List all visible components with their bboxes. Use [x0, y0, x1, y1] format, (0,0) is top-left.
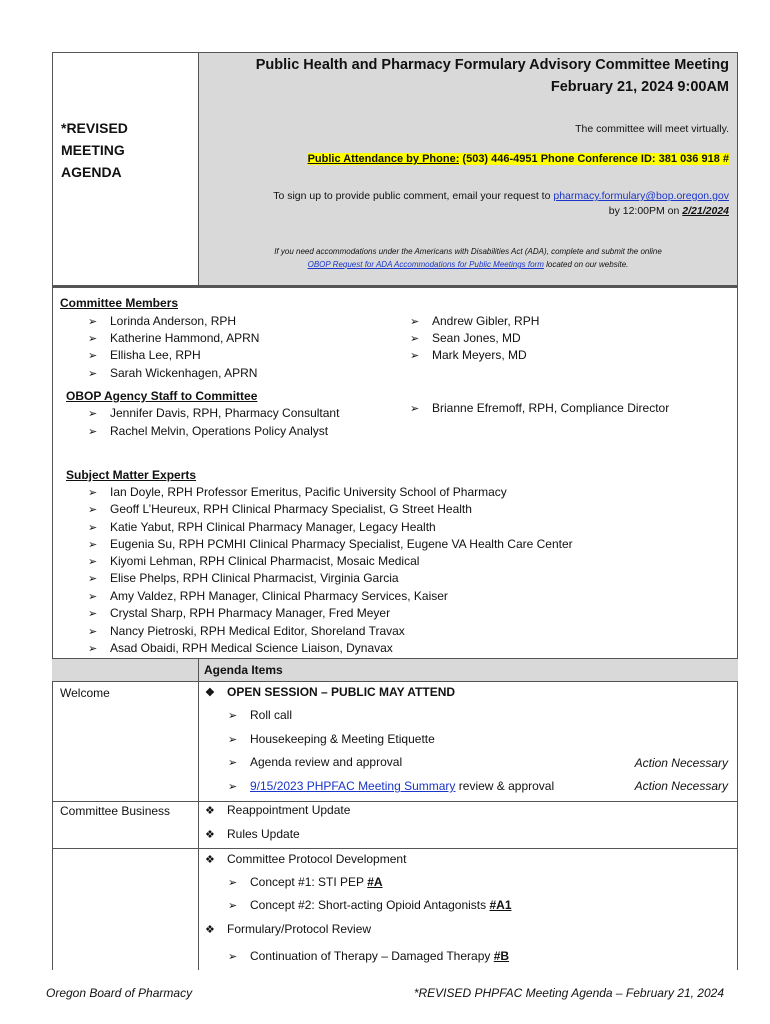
diamond-bullet-icon: ❖	[205, 687, 215, 699]
meeting-title: Public Health and Pharmacy Formulary Advisory Committee Meeting	[255, 57, 729, 73]
staff-heading: OBOP Agency Staff to Committee	[66, 389, 258, 403]
signup-by: by 12:00PM on	[608, 205, 683, 217]
experts-heading: Subject Matter Experts	[66, 468, 197, 482]
phone-label: Public Attendance by Phone:	[307, 153, 460, 165]
arrow-icon: ➢	[88, 643, 98, 655]
list-item: ➢ Kiyomi Lehman, RPH Clinical Pharmacist, Mosaic Medical	[88, 554, 420, 568]
committee-heading: Committee Members	[60, 296, 179, 310]
list-item: ➢ Jennifer Davis, RPH, Pharmacy Consultant	[88, 406, 340, 420]
footer-left: Oregon Board of Pharmacy	[46, 986, 193, 1000]
virtual-note: The committee will meet virtually.	[575, 123, 729, 135]
list-item: ➢ Geoff L’Heureux, RPH Clinical Pharmacy Specialist, G Street Health	[88, 502, 472, 516]
arrow-icon: ➢	[88, 426, 98, 438]
diamond-bullet-icon: ❖	[205, 829, 215, 841]
list-item: ➢ Ellisha Lee, RPH	[88, 348, 201, 362]
header-left-cell	[53, 53, 199, 285]
meeting-summary-link[interactable]: 9/15/2023 PHPFAC Meeting Summary	[250, 779, 456, 793]
list-item: ➢ Nancy Pietroski, RPH Medical Editor, Shoreland Travax	[88, 624, 405, 638]
concept-1-item: ➢ Concept #1: STI PEP #A	[228, 875, 383, 889]
list-item: ➢ Ian Doyle, RPH Professor Emeritus, Pacific University School of Pharmacy	[88, 485, 507, 499]
arrow-icon: ➢	[410, 403, 420, 415]
signup-text: To sign up to provide public comment, email your request to	[273, 190, 554, 202]
arrow-icon: ➢	[88, 316, 98, 328]
summary-review-item: ➢ 9/15/2023 PHPFAC Meeting Summary review & approval	[228, 779, 555, 793]
agenda-row-divider	[52, 848, 738, 849]
arrow-icon: ➢	[88, 487, 98, 499]
list-item: ➢ Crystal Sharp, RPH Pharmacy Manager, Fred Meyer	[88, 606, 391, 620]
arrow-icon: ➢	[228, 710, 238, 722]
arrow-icon: ➢	[88, 408, 98, 420]
header-divider	[52, 286, 738, 288]
agenda-header	[52, 52, 738, 286]
header-right-cell	[199, 53, 737, 285]
footer-right: *REVISED PHPFAC Meeting Agenda – February 21, 2024	[413, 986, 724, 1000]
welcome-label: Welcome	[60, 686, 110, 700]
list-item: ➢ Asad Obaidi, RPH Medical Science Liaison, Dynavax	[88, 641, 393, 655]
attachment-ref: #A1	[489, 898, 512, 912]
meeting-date: February 21, 2024 9:00AM	[550, 79, 729, 95]
list-item: ➢ Sean Jones, MD	[410, 331, 521, 345]
arrow-icon: ➢	[228, 781, 238, 793]
arrow-icon: ➢	[88, 626, 98, 638]
committee-business-label: Committee Business	[60, 804, 171, 818]
signup-deadline: 2/21/2024	[682, 205, 729, 217]
arrow-icon: ➢	[228, 734, 238, 746]
arrow-icon: ➢	[228, 757, 238, 769]
action-necessary-label: Action Necessary	[634, 756, 728, 770]
list-item: ➢ Andrew Gibler, RPH	[410, 314, 540, 328]
list-item: ➢ Katherine Hammond, APRN	[88, 331, 260, 345]
arrow-icon: ➢	[410, 316, 420, 328]
list-item: ➢ Rachel Melvin, Operations Policy Analyst	[88, 424, 329, 438]
continuation-item: ➢ Continuation of Therapy – Damaged Therapy #B	[228, 949, 510, 963]
arrow-icon: ➢	[88, 522, 98, 534]
list-item: ➢ Amy Valdez, RPH Manager, Clinical Pharmacy Services, Kaiser	[88, 589, 448, 603]
arrow-icon: ➢	[228, 900, 238, 912]
rules-item: ❖ Rules Update	[205, 827, 300, 841]
list-item: ➢ Eugenia Su, RPH PCMHI Clinical Pharmacy Specialist, Eugene VA Health Care Center	[88, 537, 573, 551]
diamond-bullet-icon: ❖	[205, 805, 215, 817]
arrow-icon: ➢	[410, 333, 420, 345]
arrow-icon: ➢	[88, 504, 98, 516]
list-item: ➢ Katie Yabut, RPH Clinical Pharmacy Manager, Legacy Health	[88, 520, 436, 534]
arrow-icon: ➢	[88, 333, 98, 345]
arrow-icon: ➢	[88, 350, 98, 362]
phone-detail: (503) 446-4951 Phone Conference ID: 381 036 918 #	[459, 153, 729, 165]
ada-suffix: located on our website.	[543, 260, 629, 269]
attachment-ref: #A	[367, 875, 383, 889]
arrow-icon: ➢	[88, 368, 98, 380]
arrow-icon: ➢	[88, 556, 98, 568]
protocol-development-item: ❖ Committee Protocol Development	[205, 852, 407, 866]
agenda-review-item: ➢ Agenda review and approval	[228, 755, 403, 769]
list-item: ➢ Lorinda Anderson, RPH	[88, 314, 237, 328]
arrow-icon: ➢	[88, 539, 98, 551]
agenda-table-header	[52, 658, 738, 682]
arrow-icon: ➢	[88, 608, 98, 620]
signup-note	[273, 189, 729, 219]
agenda-items-heading: Agenda Items	[204, 663, 283, 677]
agenda-column-divider	[198, 658, 199, 970]
action-necessary-label: Action Necessary	[634, 779, 728, 793]
arrow-icon: ➢	[88, 591, 98, 603]
reappointment-item: ❖ Reappointment Update	[205, 803, 351, 817]
roll-call-item: ➢ Roll call	[228, 708, 293, 722]
revised-label: *REVISED MEETING AGENDA	[61, 120, 128, 180]
list-item: ➢ Brianne Efremoff, RPH, Compliance Director	[410, 401, 670, 415]
arrow-icon: ➢	[410, 350, 420, 362]
list-item: ➢ Sarah Wickenhagen, APRN	[88, 366, 258, 380]
arrow-icon: ➢	[228, 951, 238, 963]
attachment-ref: #B	[493, 949, 510, 963]
arrow-icon: ➢	[228, 877, 238, 889]
agenda-row-divider	[52, 801, 738, 802]
phone-attendance	[308, 153, 729, 165]
list-item: ➢ Elise Phelps, RPH Clinical Pharmacist, Virginia Garcia	[88, 571, 399, 585]
diamond-bullet-icon: ❖	[205, 854, 215, 866]
housekeeping-item: ➢ Housekeeping & Meeting Etiquette	[228, 732, 435, 746]
open-session-item: ❖ OPEN SESSION – PUBLIC MAY ATTEND	[205, 685, 456, 699]
concept-2-item: ➢ Concept #2: Short-acting Opioid Antagonists #A1	[228, 898, 512, 912]
signup-email-link[interactable]: pharmacy.formulary@bop.oregon.gov	[553, 190, 729, 202]
formulary-review-item: ❖ Formulary/Protocol Review	[205, 922, 372, 936]
ada-form-link[interactable]: OBOP Request for ADA Accommodations for Public Meetings form	[307, 260, 544, 269]
ada-note	[199, 245, 737, 271]
diamond-bullet-icon: ❖	[205, 924, 215, 936]
list-item: ➢ Mark Meyers, MD	[410, 348, 527, 362]
ada-text: If you need accommodations under the Americans with Disabilities Act (ADA), complete and submit the online	[274, 247, 662, 256]
arrow-icon: ➢	[88, 573, 98, 585]
